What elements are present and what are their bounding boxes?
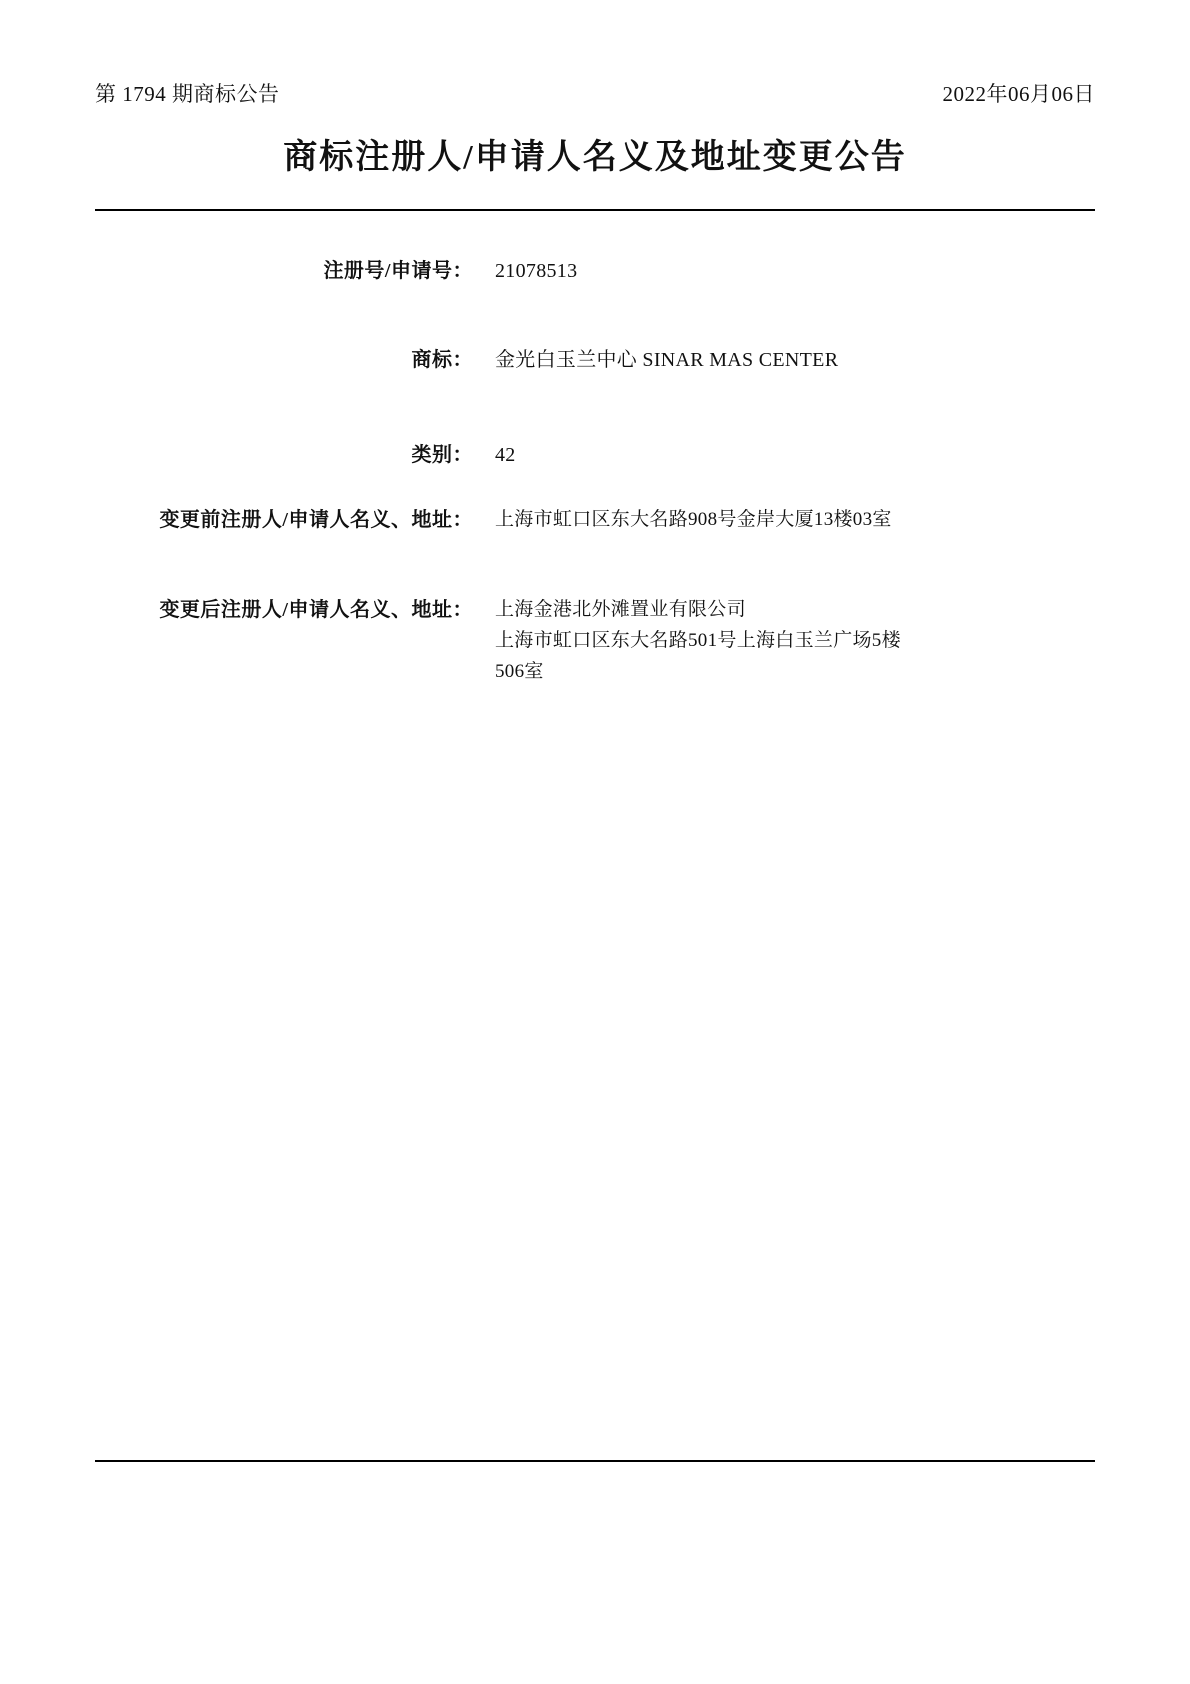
gazette-date-label: 2022年06月06日 [942,82,1095,106]
field-value-registration-number: 21078513 [495,259,578,282]
gazette-issue-label: 第 1794 期商标公告 [95,82,280,106]
field-label-trademark: 商标： [411,348,473,371]
after-change-line-3: 506室 [495,661,544,683]
field-label-after-change: 变更后注册人/申请人名义、地址： [159,598,473,621]
title-divider [95,209,1095,211]
field-value-trademark: 金光白玉兰中心 SINAR MAS CENTER [495,348,839,371]
field-class [95,439,1095,472]
page-title: 商标注册人/申请人名义及地址变更公告 [283,139,907,176]
field-before-change [95,504,1095,536]
field-value-class: 42 [495,443,516,466]
field-label-class: 类别： [411,443,473,466]
field-label-before-change: 变更前注册人/申请人名义、地址： [159,508,473,531]
record-fields [95,255,1095,688]
field-trademark [95,344,1095,377]
field-label-registration-number: 注册号/申请号： [323,259,473,282]
field-value-after-change [495,594,1095,688]
field-registration-number [95,255,1095,288]
after-change-line-1: 上海金港北外滩置业有限公司 [495,598,746,620]
footer-divider [95,1460,1095,1462]
page-header [95,0,1095,108]
after-change-line-2: 上海市虹口区东大名路501号上海白玉兰广场5楼 [495,630,901,652]
field-after-change [95,594,1095,688]
field-value-before-change: 上海市虹口区东大名路908号金岸大厦13楼03室 [495,508,892,530]
